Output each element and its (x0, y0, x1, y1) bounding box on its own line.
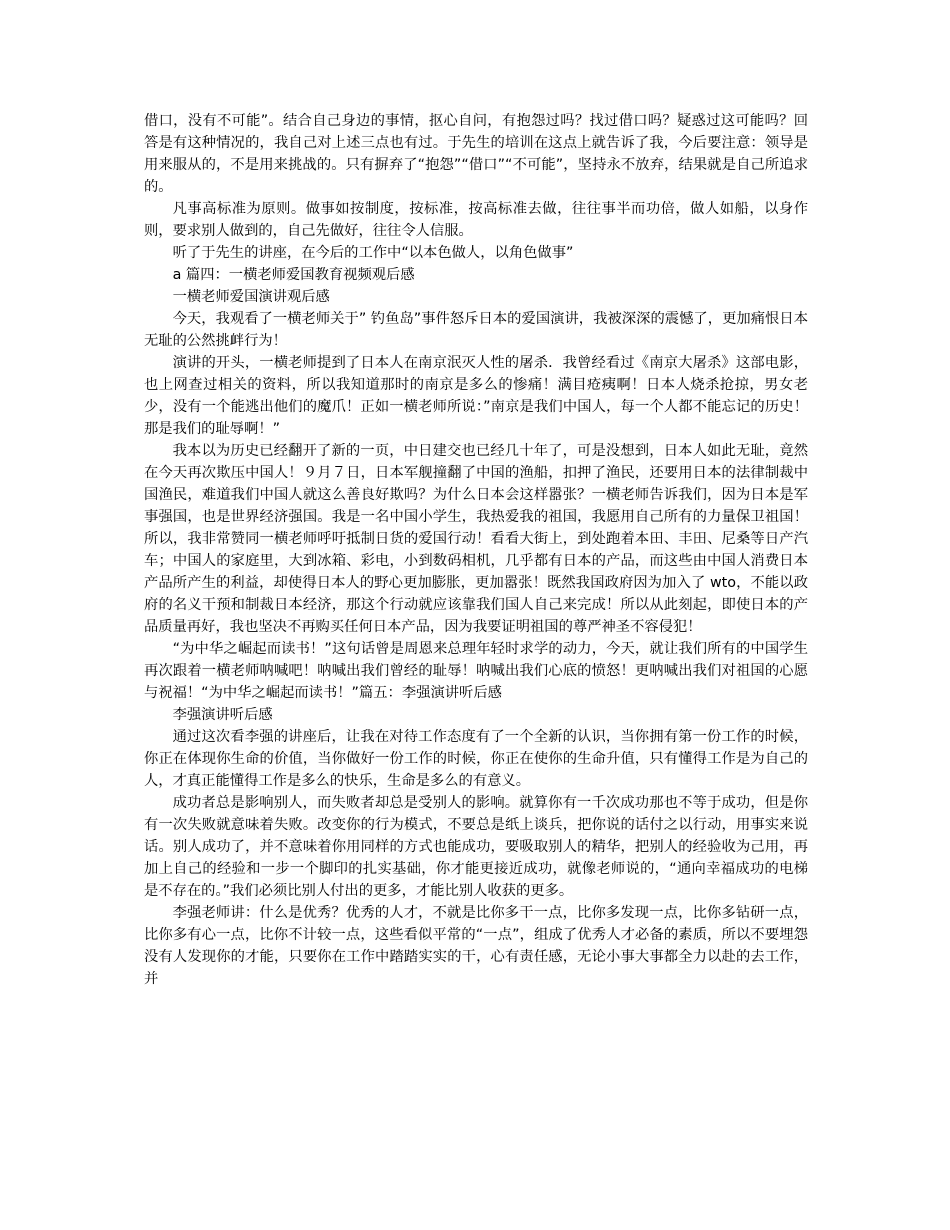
paragraph-5: 今天，我观看了一横老师关于” 钓鱼岛”事件怒斥日本的爱国演讲，我被深深的震憾了，更加痛恨日本无耻的公然挑衅行为！ (144, 311, 808, 349)
paragraph-7: 我本以为历史已经翻开了新的一页，中日建交也已经几十年了，可是没想到，日本人如此无耻，竟然在今天再次欺压中国人！９月７日，日本军舰撞翻了中国的渔船，扣押了渔民，还要用日本的法律制裁中国渔民，难道我们中国人就这么善良好欺吗？为什么日本会这样嚣张？一横老师告诉我们，因为日本是军事强国，也是世界经济强国。我是一名中国小学生，我热爱我的祖国，我愿用自己所有的力量保卫祖国！所以，我非常赞同一横老师呼吁抵制日货的爱国行动！看看大街上，到处跑着本田、丰田、尼桑等日产汽车；中国人的家庭里，大到冰箱、彩电，小到数码相机，几乎都有日本的产品，而这些由中国人消费日本产品所产生的利益，却使得日本人的野心更加膨胀，更加嚣张！既然我国政府因为加入了 wto，不能以政府的名义干预和制裁日本经济，那这个行动就应该靠我们国人自己来完成！所以从此刻起，即使日本的产品质量再好，我也坚决不再购买任何日本产品，因为我要证明祖国的尊严神圣不容侵犯！ (144, 443, 808, 635)
document-page (144, 110, 808, 990)
paragraph-8: “为中华之崛起而读书！”这句话曾是周恩来总理年轻时求学的动力，今天，就让我们所有的中国学生再次跟着一横老师呐喊吧！呐喊出我们曾经的耻辱！呐喊出我们心底的愤怒！更呐喊出我们对祖国的心愿与祝福！“为中华之崛起而读书！”篇五：李强演讲听后感 (144, 641, 808, 701)
paragraph-6: 演讲的开头，一横老师提到了日本人在南京泯灭人性的屠杀．我曾经看过《南京大屠杀》这部电影，也上网查过相关的资料，所以我知道那时的南京是多么的惨痛！满目疮痍啊！日本人烧杀抢掠，男女老少，没有一个能逃出他们的魔爪！正如一横老师所说：”南京是我们中国人，每一个人都不能忘记的历史！那是我们的耻辱啊！” (144, 355, 808, 437)
section-heading-4: a 篇四：一横老师爱国教育视频观后感 (172, 267, 415, 283)
paragraph-11: 成功者总是影响别人，而失败者却总是受别人的影响。就算你有一千次成功那也不等于成功，但是你有一次失败就意味着失败。改变你的行为模式，不要总是纸上谈兵，把你说的话付之以行动，用事实来说话。别人成功了，并不意味着你用同样的方式也能成功，要吸取别人的精华，把别人的经验收为己用，再加上自己的经验和一步一个脚印的扎实基础，你才能更接近成功，就像老师说的，“通向幸福成功的电梯是不存在的。”我们必须比别人付出的更多，才能比别人收获的更多。 (144, 795, 808, 899)
essay-title-5: 李强演讲听后感 (172, 707, 273, 723)
essay-title-4: 一横老师爱国演讲观后感 (172, 289, 330, 305)
paragraph-1: 凡事高标准为原则。做事如按制度，按标准，按高标准去做，往往事半而功倍，做人如船，以身作则，要求别人做到的，自己先做好，往往令人信服。 (144, 201, 808, 239)
paragraph-0: 借口，没有不可能”。结合自己身边的事情，抠心自问，有抱怨过吗？找过借口吗？疑惑过这可能吗？回答是有这种情况的，我自己对上述三点也有过。于先生的培训在这点上就告诉了我，今后要注意：领导是用来服从的，不是用来挑战的。只有摒弃了“抱怨”“借口”“不可能”，坚持永不放弃，结果就是自己所追求的。 (144, 113, 808, 195)
paragraph-2: 听了于先生的讲座，在今后的工作中“以本色做人，以角色做事” (172, 245, 574, 261)
paragraph-12: 李强老师讲：什么是优秀？优秀的人才，不就是比你多干一点，比你多发现一点，比你多钻研一点，比你多有心一点，比你不计较一点，这些看似平常的“一点”，组成了优秀人才必备的素质，所以不要埋怨没有人发现你的才能，只要你在工作中踏踏实实的干，心有责任感，无论小事大事都全力以赴的去工作，并 (144, 905, 808, 987)
paragraph-10: 通过这次看李强的讲座后，让我在对待工作态度有了一个全新的认识，当你拥有第一份工作的时候，你正在体现你生命的价值，当你做好一份工作的时候，你正在使你的生命升值，只有懂得工作是为自己的人，才真正能懂得工作是多么的快乐，生命是多么的有意义。 (144, 729, 808, 789)
